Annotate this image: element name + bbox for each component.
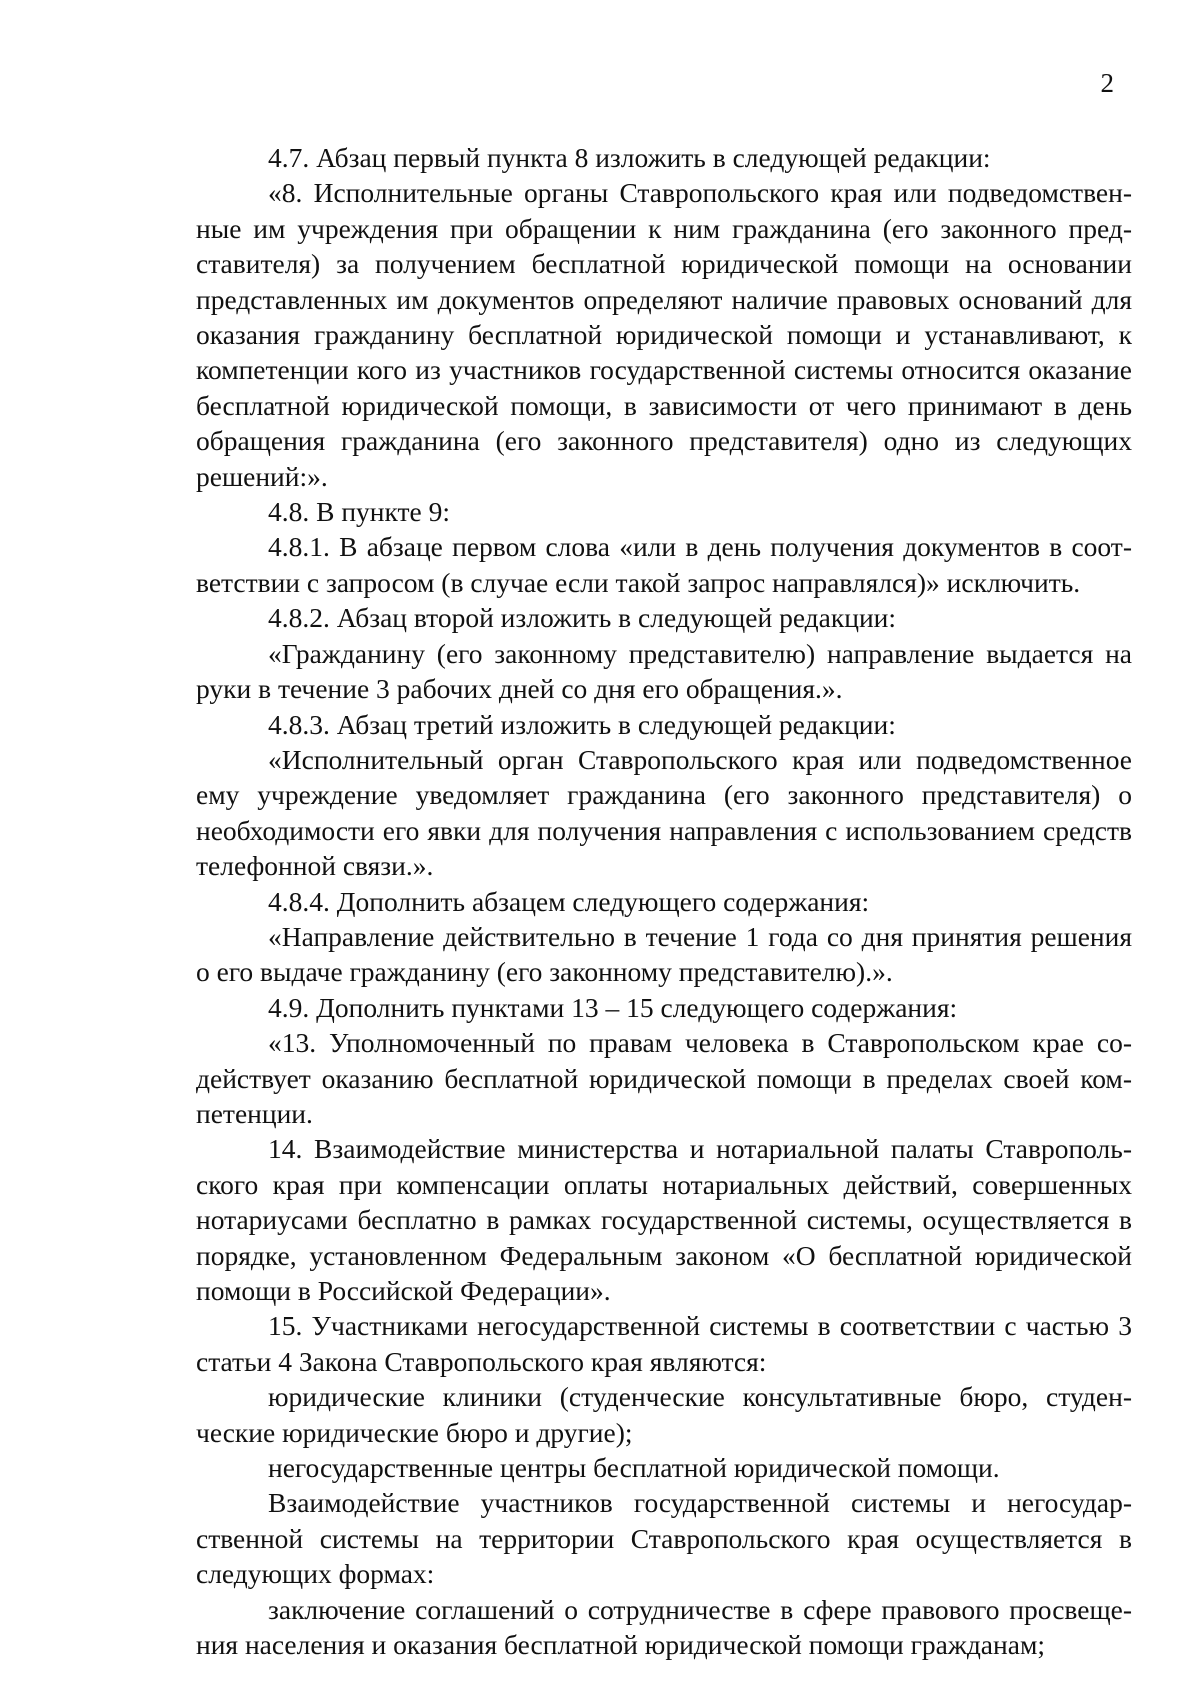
paragraph-4-8-3-text: «Исполнительный орган Ставропольского края или подведомственное ему учреждение уведомляет гражданина (его законного представителя) о необходимости его явки для получения направления с использованием средств телефонной связи.». xyxy=(196,743,1132,882)
paragraph-nongovernmental-centers: негосударственные центры бесплатной юридической помощи. xyxy=(268,1452,1000,1484)
paragraph-interaction-forms: Взаимодействие участников государственной системы и негосударственной системы на территории Ставропольского края осуществляется в следующих формах: xyxy=(196,1487,1132,1590)
paragraph-4-7: 4.7. Абзац первый пункта 8 изложить в следующей редакции: xyxy=(268,142,991,173)
paragraph-item-8-text: «8. Исполнительные органы Ставропольского края или подведомственные им учреждения при обращении к ним гражданина (его законного представителя) за получением бесплатной юридической помощи на основании представленных им документов определяют наличие правовых оснований для оказания гражданину бесплатной юридической помощи и устанавливают, к компетенции кого из участников государственной системы относится оказание бесплатной юридической помощи, в зависимости от чего принимают в день обращения гражданина (его законного представителя) одно из следующих решений:». xyxy=(196,177,1132,492)
paragraph-4-8-2: 4.8.2. Абзац второй изложить в следующей редакции: xyxy=(268,602,897,634)
paragraph-item-14: 14. Взаимодействие министерства и нотариальной палаты Ставропольского края при компенсации оплаты нотариальных действий, совершенных нотариусами бесплатно в рамках государственной системы, осуществляется в порядке, установленном Федеральным законом «О бесплатной юридической помощи в Российской Федерации». xyxy=(196,1133,1132,1306)
document-body xyxy=(196,140,1132,1662)
paragraph-4-8-2-text: «Гражданину (его законному представителю) направление выдается на руки в течение 3 рабочих дней со дня его обращения.». xyxy=(196,637,1132,705)
paragraph-legal-clinics: юридические клиники (студенческие консультативные бюро, студенческие юридические бюро и другие); xyxy=(196,1381,1132,1448)
paragraph-4-9: 4.9. Дополнить пунктами 13 – 15 следующего содержания: xyxy=(268,991,958,1023)
page-number: 2 xyxy=(1100,68,1114,98)
paragraph-item-13: «13. Уполномоченный по правам человека в Ставропольском крае содействует оказанию бесплатной юридической помощи в пределах своей компетенции. xyxy=(196,1027,1132,1129)
paragraph-4-8-3: 4.8.3. Абзац третий изложить в следующей редакции: xyxy=(268,708,896,740)
paragraph-item-15: 15. Участниками негосударственной системы в соответствии с частью 3 статьи 4 Закона Ставропольского края являются: xyxy=(196,1310,1132,1377)
paragraph-4-8-4-text: «Направление действительно в течение 1 года со дня принятия решения о его выдаче гражданину (его законному представителю).». xyxy=(196,920,1132,988)
paragraph-agreements: заключение соглашений о сотрудничестве в сфере правового просвещения населения и оказания бесплатной юридической помощи гражданам; xyxy=(196,1593,1132,1661)
paragraph-4-8: 4.8. В пункте 9: xyxy=(268,496,451,528)
paragraph-4-8-1: 4.8.1. В абзаце первом слова «или в день получения документов в соответствии с запросом (в случае если такой запрос направлялся)» исключить. xyxy=(196,531,1132,598)
paragraph-4-8-4: 4.8.4. Дополнить абзацем следующего содержания: xyxy=(268,885,870,917)
